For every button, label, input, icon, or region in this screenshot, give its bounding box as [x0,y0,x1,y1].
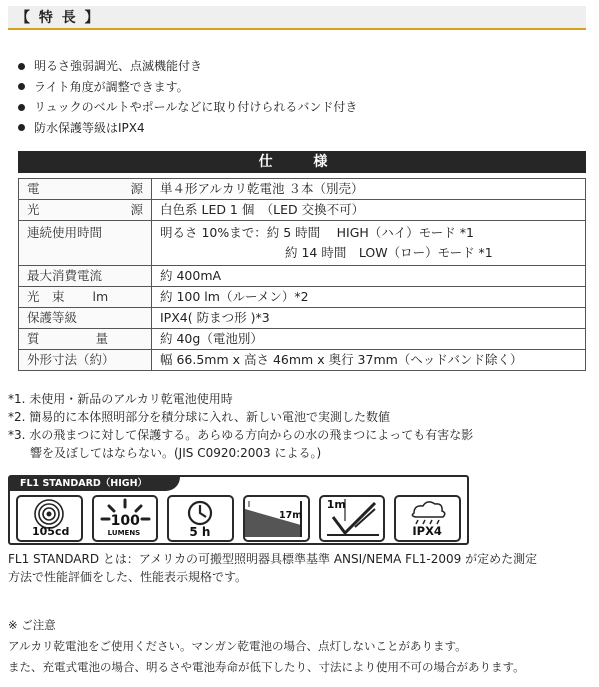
spec-key: 光 [27,202,40,217]
footnotes [8,390,473,462]
caution-title: ※ ご注意 [8,618,56,632]
bullet-icon [18,63,25,70]
bullet-icon [18,124,25,131]
fl1-description: FL1 STANDARD とは：アメリカの可搬型照明器具標準基準 ANSI/NEMA FL1-2009 が定めた測定 方法で性能評価をした、性能表示規格です。 [8,552,538,584]
spec-row: 光 束 lm 約 100 lm（ルーメン）*2 [19,287,586,308]
spec-row [19,266,586,287]
footnote: *3. 水の飛まつに対して保護する。あらゆる方向からの水の飛まつによっても有害な影 [8,428,474,442]
spec-row: 質 量 約 40g（電池別） [19,329,586,350]
fl1-title: FL1 STANDARD（HIGH） [10,477,180,491]
spec-value: 約 100 lm（ルーメン）*2 [152,287,586,308]
spec-key: 電 [27,181,40,196]
impact-resistance-icon: 1m [319,495,386,542]
spec-value: IPX4( 防まつ形 )*3 [152,308,586,329]
spec-row: 電 源 単４形アルカリ乾電池 ３本（別売） [19,179,586,200]
spec-key: 外形寸法（約） [27,352,115,367]
spec-key: 質 [27,331,40,346]
feature-list [18,56,357,138]
spec-table [18,178,586,371]
spec-value: 白色系 LED 1 個 （LED 交換不可） [152,200,586,221]
fl1-standard-panel [8,475,469,545]
run-time-icon: 5 h [167,495,234,542]
spec-row [19,221,586,266]
feature-item: リュックのベルトやポールなどに取り付けられるバンド付き [18,97,357,118]
spec-key: 光 束 [27,289,65,304]
caution-line: アルカリ乾電池をご使用ください。マンガン乾電池の場合、点灯しないことがあります。 [8,639,467,653]
spec-row [19,308,586,329]
water-resistance-icon: IPX4 [394,495,461,542]
caution-line: また、充電式電池の場合、明るさや電池寿命が低下したり、寸法により使用不可の場合があります。 [8,660,525,674]
spec-value: 明るさ 10%まで：約 5 時間 HIGH（ハイ）モード *1 [160,225,474,240]
beam-distance-icon: 17m [243,495,310,542]
feature-item: 防水保護等級はIPX4 [18,118,357,139]
spec-value: 約 40g（電池別） [152,329,586,350]
beam-intensity-icon: 105cd [16,495,83,542]
spec-value: 単４形アルカリ乾電池 ３本（別売） [152,179,586,200]
caution-notice [8,615,525,678]
feature-item: 明るさ強弱調光、点滅機能付き [18,56,357,77]
footnote: *1. 未使用・新品のアルカリ乾電池使用時 [8,392,233,406]
spec-value: 約 14 時間 LOW（ロー）モード *1 [285,245,493,260]
light-output-icon: 100 LUMENS [92,495,159,542]
spec-row: 光 源 白色系 LED 1 個 （LED 交換不可） [19,200,586,221]
footnote: 響を及ぼしてはならない。(JIS C0920:2003 による。) [30,446,322,460]
spec-row [19,350,586,371]
spec-key: 連続使用時間 [27,225,103,240]
features-heading: 【 特 長 】 [8,6,586,30]
footnote: *2. 簡易的に本体照明部分を積分球に入れ、新しい電池で実測した数値 [8,410,390,424]
spec-key: 保護等級 [27,310,78,325]
bullet-icon [18,104,25,111]
feature-item: ライト角度が調整できます。 [18,77,357,98]
spec-key: 最大消費電流 [27,268,103,283]
bullet-icon [18,83,25,90]
spec-value: 約 400mA [152,266,586,287]
spec-value: 幅 66.5mm x 高さ 46mm x 奥行 37mm（ヘッドバンド除く） [152,350,586,371]
spec-heading: 仕 様 [18,151,586,173]
